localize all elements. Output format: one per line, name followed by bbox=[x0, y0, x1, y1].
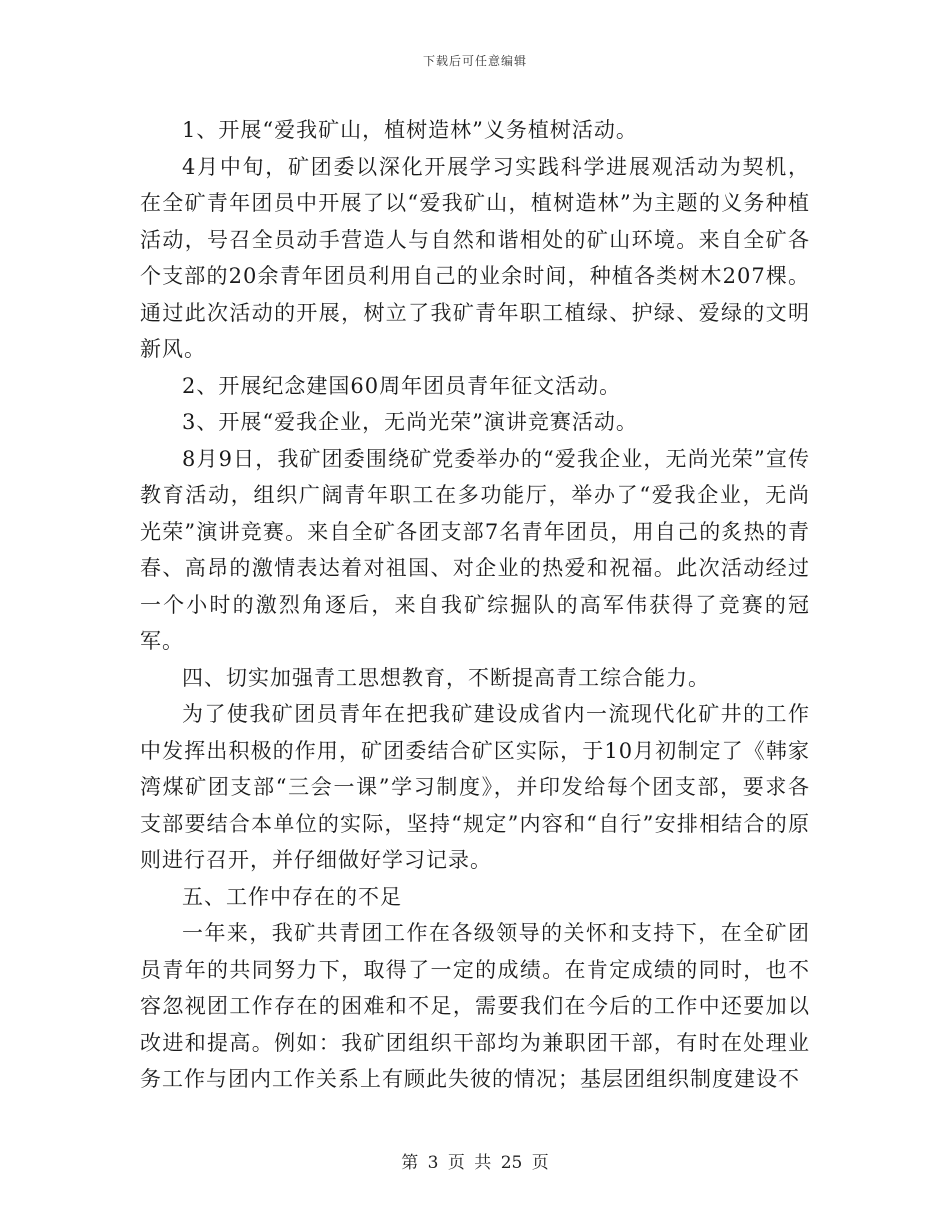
paragraph-4: 3、开展“爱我企业，无尚光荣”演讲竞赛活动。 bbox=[182, 410, 638, 434]
section-heading-5: 五、工作中存在的不足 bbox=[182, 884, 402, 909]
page-header: 下载后可任意编辑 bbox=[422, 54, 527, 68]
document-body bbox=[140, 112, 810, 1098]
page-footer: 第 3 页 共 25 页 bbox=[401, 1153, 549, 1173]
paragraph-7: 为了使我矿团员青年在把我矿建设成省内一流现代化矿井的工作中发挥出积极的作用，矿团委结合矿区实际，于10月初制定了《韩家湾煤矿团支部“三会一课”学习制度》，并印发给每个团支部，要求各支部要结合本单位的实际，坚持“规定”内容和“自行”安排相结合的原则进行召开，并仔细做好学习记录。 bbox=[140, 702, 810, 872]
paragraph-2: 4月中旬，矿团委以深化开展学习实践科学进展观活动为契机，在全矿青年团员中开展了以“爱我矿山，植树造林”为主题的义务种植活动，号召全员动手营造人与自然和谐相处的矿山环境。来自全矿各个支部的20余青年团员利用自己的业余时间，种植各类树木207棵。通过此次活动的开展，树立了我矿青年职工植绿、护绿、爱绿的文明新风。 bbox=[140, 154, 810, 361]
section-heading-4: 四、切实加强青工思想教育，不断提高青工综合能力。 bbox=[182, 665, 710, 690]
paragraph-3: 2、开展纪念建国60周年团员青年征文活动。 bbox=[182, 373, 622, 398]
paragraph-1: 1、开展“爱我矿山，植树造林”义务植树活动。 bbox=[182, 118, 638, 142]
paragraph-9: 一年来，我矿共青团工作在各级领导的关怀和支持下，在全矿团员青年的共同努力下，取得了一定的成绩。在肯定成绩的同时，也不容忽视团工作存在的困难和不足，需要我们在今后的工作中还要加以改进和提高。例如：我矿团组织干部均为兼职团干部，有时在处理业务工作与团内工作关系上有顾此失彼的情况；基层团组织制度建设不 bbox=[140, 921, 810, 1091]
paragraph-5: 8月9日，我矿团委围绕矿党委举办的“爱我企业，无尚光荣”宣传教育活动，组织广阔青年职工在多功能厅，举办了“爱我企业，无尚光荣”演讲竞赛。来自全矿各团支部7名青年团员，用自己的炙热的青春、高昂的激情表达着对祖国、对企业的热爱和祝福。此次活动经过一个小时的激烈角逐后，来自我矿综掘队的高军伟获得了竞赛的冠军。 bbox=[140, 446, 810, 653]
